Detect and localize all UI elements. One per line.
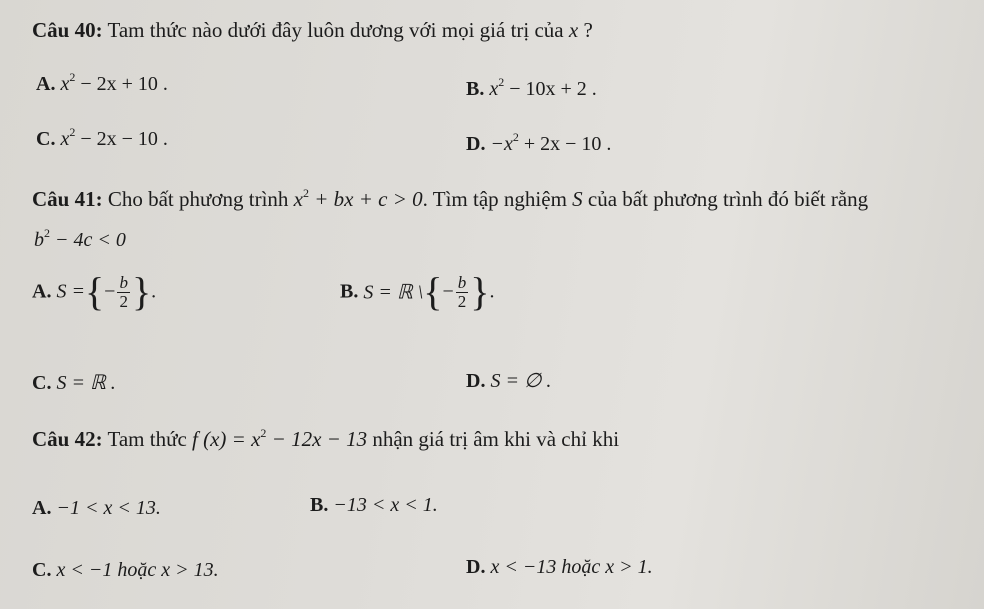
question-40-stem — [32, 18, 593, 43]
option-letter: B. — [340, 280, 359, 303]
question-40-var: x — [568, 18, 579, 42]
question-41-text-mid: . Tìm tập nghiệm — [422, 187, 567, 211]
set-var: S — [572, 187, 583, 211]
option-text: −13 < x < 1. — [333, 494, 438, 516]
option-b-lhs: S = ℝ \ — [363, 281, 424, 304]
option-letter: A. — [36, 73, 56, 95]
question-42-option-d[interactable] — [466, 556, 653, 579]
option-expr-post: − 2x + 10 . — [80, 73, 168, 95]
fx-exp: 2 — [260, 426, 267, 440]
option-text: x < −1 hoặc x > 13. — [56, 559, 219, 581]
option-letter: B. — [310, 494, 329, 516]
option-letter: D. — [466, 370, 486, 392]
question-42-label: Câu 42: — [32, 427, 103, 451]
option-expr-pre: x — [489, 78, 499, 100]
ineq-post: + bx + c > 0 — [314, 187, 423, 211]
right-brace-icon: } — [470, 269, 490, 314]
left-brace-icon: { — [84, 269, 105, 314]
option-a-lhs: S = — [56, 280, 85, 303]
option-text: x < −13 hoặc x > 1. — [490, 556, 653, 578]
option-expr-exp: 2 — [498, 75, 505, 89]
question-40-text: Tam thức nào dưới đây luôn dương với mọi giá trị của — [107, 18, 564, 42]
cond-post: − 4c < 0 — [55, 229, 126, 251]
question-40-option-d[interactable] — [466, 130, 611, 156]
question-41-option-a[interactable]: A. S ={− $\frac{b}{2}$ }. — [32, 269, 157, 314]
fraction-num: b — [119, 272, 128, 292]
question-41-stem — [32, 186, 868, 212]
fraction-den: 2 — [119, 291, 128, 311]
question-41-text-post: của bất phương trình đó biết rằng — [587, 187, 869, 211]
question-41-condition — [34, 226, 126, 252]
fraction — [117, 274, 130, 311]
cond-exp: 2 — [44, 226, 50, 240]
question-42-text-pre: Tam thức — [107, 427, 187, 451]
left-brace-icon: { — [423, 269, 443, 314]
option-text: −1 < x < 13. — [56, 497, 161, 519]
ineq-pre: x — [293, 187, 303, 211]
option-expr-pre: −x — [490, 133, 513, 155]
option-expr-post: − 10x + 2 . — [509, 78, 597, 100]
question-40-option-c[interactable] — [36, 125, 168, 151]
option-expr-post: + 2x − 10 . — [523, 133, 612, 155]
question-42-stem — [32, 426, 619, 452]
fraction — [456, 274, 469, 311]
fx-pre: f (x) = x — [192, 427, 261, 451]
question-41-option-b[interactable]: B. S = ℝ \{− $\frac{b}{2}$ }. — [340, 269, 495, 314]
option-expr-post: − 2x − 10 . — [80, 128, 168, 150]
option-expr-pre: x — [60, 128, 70, 150]
option-letter: D. — [466, 556, 486, 578]
question-41-text-pre: Cho bất phương trình — [107, 187, 289, 211]
question-40-option-a[interactable] — [36, 70, 168, 96]
option-letter: C. — [32, 372, 52, 394]
cond-pre: b — [34, 229, 44, 251]
question-41-option-c[interactable] — [32, 370, 116, 395]
question-42-text-post: nhận giá trị âm khi và chỉ khi — [372, 427, 620, 451]
fraction-num: b — [457, 272, 467, 292]
option-letter: C. — [36, 128, 56, 150]
option-expr-exp: 2 — [512, 130, 519, 144]
option-c-text: S = ℝ . — [56, 372, 116, 394]
question-42-option-c[interactable] — [32, 559, 219, 582]
option-expr-pre: x — [60, 73, 70, 95]
option-letter: A. — [32, 280, 52, 303]
option-d-text: S = ∅ . — [490, 370, 552, 392]
option-expr-exp: 2 — [69, 125, 76, 139]
question-40-option-b[interactable] — [466, 75, 597, 101]
ineq-exp: 2 — [302, 186, 309, 200]
fx-post: − 12x − 13 — [271, 427, 368, 451]
option-letter: C. — [32, 559, 52, 581]
question-42-option-a[interactable] — [32, 497, 161, 520]
question-41-label: Câu 41: — [32, 187, 103, 211]
question-41-option-d[interactable] — [466, 368, 551, 393]
option-letter: D. — [466, 133, 486, 155]
question-40-qmark: ? — [583, 18, 593, 42]
option-expr-exp: 2 — [69, 70, 76, 84]
option-letter: B. — [466, 78, 485, 100]
option-letter: A. — [32, 497, 52, 519]
fraction-den: 2 — [457, 291, 467, 311]
question-42-option-b[interactable] — [310, 494, 438, 517]
question-40-label: Câu 40: — [32, 18, 103, 42]
right-brace-icon: } — [131, 269, 152, 314]
